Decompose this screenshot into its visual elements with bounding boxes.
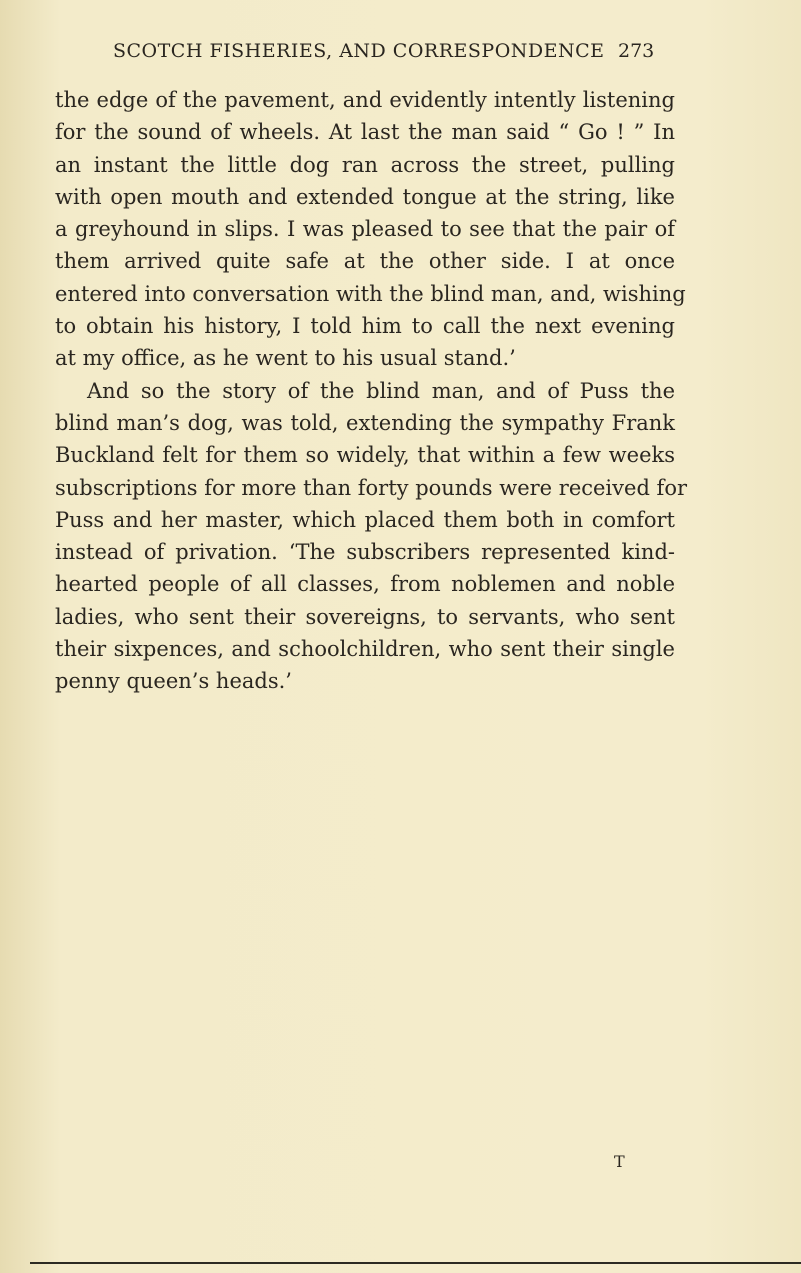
text-line: with open mouth and extended tongue at the string, like xyxy=(55,184,675,209)
text-line: blind man’s dog, was told, extending the sympathy Frank xyxy=(55,410,675,435)
text-line: Buckland felt for them so widely, that within a few weeks xyxy=(55,443,675,468)
text-line: subscriptions for more than forty pounds were received for xyxy=(55,475,688,500)
running-head: SCOTCH FISHERIES, AND CORRESPONDENCE xyxy=(113,40,605,62)
text-line: to obtain his history, I told him to call the next evening xyxy=(55,314,675,339)
body-text xyxy=(55,84,688,698)
text-line: hearted people of all classes, from noblemen and noble xyxy=(55,572,675,597)
text-line: them arrived quite safe at the other side. I at once xyxy=(55,249,675,274)
text-line: entered into conversation with the blind man, and, wishing xyxy=(55,281,686,306)
text-line: penny queen’s heads.’ xyxy=(55,669,292,694)
paragraph-start-line: And so the story of the blind man, and of Puss the xyxy=(87,378,675,403)
text-line: ladies, who sent their sovereigns, to servants, who sent xyxy=(55,604,675,629)
page-edge-rule xyxy=(30,1262,801,1264)
text-line: the edge of the pavement, and evidently intently listening xyxy=(55,88,675,112)
text-line: a greyhound in slips. I was pleased to see that the pair of xyxy=(55,217,675,242)
text-line: at my office, as he went to his usual stand.’ xyxy=(55,346,516,371)
text-line: an instant the little dog ran across the street, pulling xyxy=(55,152,675,177)
text-line: Puss and her master, which placed them both in comfort xyxy=(55,507,675,532)
text-line: their sixpences, and schoolchildren, who sent their single xyxy=(55,637,675,662)
signature-mark: T xyxy=(614,1152,625,1171)
text-line: instead of privation. ‘The subscribers represented kind- xyxy=(55,540,675,565)
text-line: for the sound of wheels. At last the man said “ Go ! ” In xyxy=(55,120,675,145)
page-number: 273 xyxy=(618,40,655,62)
